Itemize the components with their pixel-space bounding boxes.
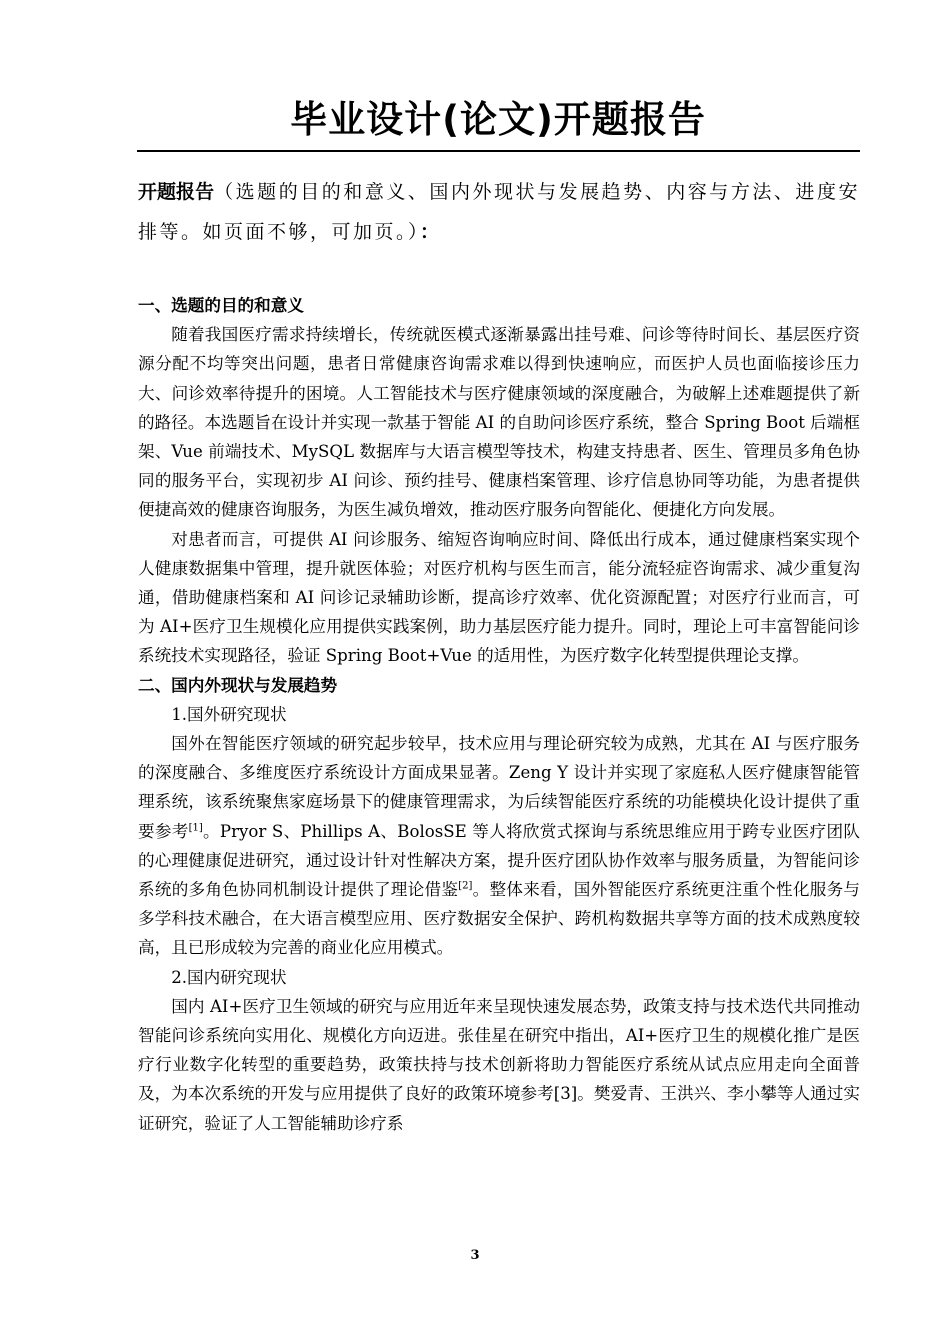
citation-marker: [1] [188,822,203,834]
paragraph: 国内 AI+医疗卫生领域的研究与应用近年来呈现快速发展态势，政策支持与技术迭代共同推动智能问诊系统向实用化、规模化方向迈进。张佳星在研究中指出，AI+医疗卫生的规模化推广是医疗行业数字化转型的重要趋势，政策扶持与技术创新将助力智能医疗系统从试点应用走向全面普及，为本次系统的开发与应用提供了良好的政策环境参考[3]。樊爱青、王洪兴、李小攀等人通过实证研究，验证了人工智能辅助诊疗系 [138,996,860,1133]
paragraph-text: 。Pryor S、Phillips A、BolosSE 等人将欣赏式探询与系统思维应用于跨专业医疗团队的心理健康促进研究，通过设计针对性解决方案，提升医疗团队协作效率与服务质量，为智能问诊系统的多角色协同机制设计提供了理论借鉴 [138,821,861,900]
subsection-heading-foreign: 1.国外研究现状 [171,704,287,724]
paragraph: 随着我国医疗需求持续增长，传统就医模式逐渐暴露出挂号难、问诊等待时间长、基层医疗资源分配不均等突出问题，患者日常健康咨询需求难以得到快速响应，而医护人员也面临接诊压力大、问诊效率待提升的困境。人工智能技术与医疗健康领域的深度融合，为破解上述难题提供了新的路径。本选题旨在设计并实现一款基于智能 AI 的自助问诊医疗系统，整合 Spring Boot 后端框架、Vue 前端技术、MySQL 数据库与大语言模型等技术，构建支持患者、医生、管理员多角色协同的服务平台，实现初步 AI 问诊、预约挂号、健康档案管理、诊疗信息协同等功能，为患者提供便捷高效的健康咨询服务，为医生减负增效，推动医疗服务向智能化、便捷化方向发展。 [138,325,860,520]
intro-colon: ： [420,221,442,243]
paragraph [138,729,860,963]
page-title: 毕业设计(论文)开题报告 [290,98,706,141]
page-number: 3 [470,1248,480,1263]
section-heading-status: 二、国内外现状与发展趋势 [138,675,338,695]
paragraph: 对患者而言，可提供 AI 问诊服务、缩短咨询响应时间、降低出行成本，通过健康档案实现个人健康数据集中管理，提升就医体验；对医疗机构与医生而言，能分流轻症咨询需求、减少重复沟通，借助健康档案和 AI 问诊记录辅助诊断，提高诊疗效率、优化资源配置；对医疗行业而言，可为 AI+医疗卫生规模化应用提供实践案例，助力基层医疗能力提升。同时，理论上可丰富智能问诊系统技术实现路径，验证 Spring Boot+Vue 的适用性，为医疗数字化转型提供理论支撑。 [138,529,860,666]
paragraph-text: 。整体来看，国外智能医疗系统更注重个性化服务与多学科技术融合，在大语言模型应用、医疗数据安全保护、跨机构数据共享等方面的技术成熟度较高，且已形成较为完善的商业化应用模式。 [138,880,861,958]
subsection-heading-domestic: 2.国内研究现状 [171,967,287,987]
title-divider [137,150,860,152]
intro-label: 开题报告 [138,181,215,203]
paragraph-text: 国外在智能医疗领域的研究起步较早，技术应用与理论研究较为成熟，尤其在 AI 与医疗服务的深度融合、多维度医疗系统设计方面成果显著。Zeng Y 设计并实现了家庭私人医疗健康智能管理系统，该系统聚焦家庭场景下的健康管理需求，为后续智能医疗系统的功能模块化设计提供了重要参考 [138,734,860,841]
section-heading-purpose: 一、选题的目的和意义 [138,296,304,315]
intro-text: （选题的目的和意义、国内外现状与发展趋势、内容与方法、进度安排等。如页面不够，可加页。） [138,181,860,243]
report-intro [138,172,860,252]
citation-marker: [2] [458,880,473,892]
report-body [138,291,860,1138]
